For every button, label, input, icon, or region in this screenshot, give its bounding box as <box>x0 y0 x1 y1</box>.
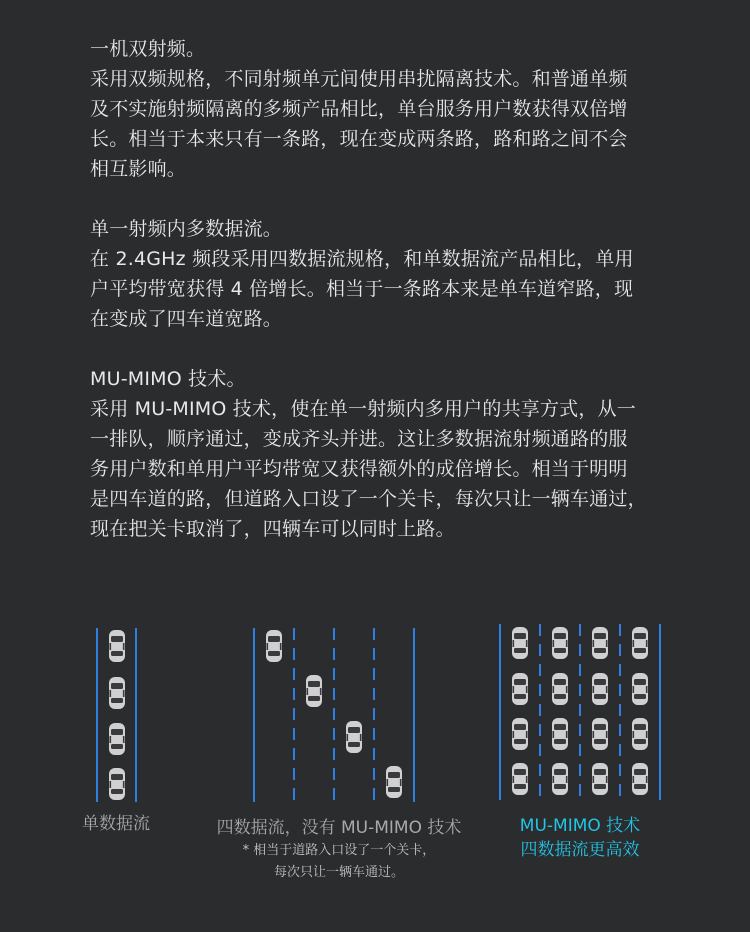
section-title: 单一射频内多数据流。 <box>90 218 283 240</box>
four-stream-note-line1: * 相当于道路入口设了一个关卡， <box>242 843 436 858</box>
single-stream-caption: 单数据流 <box>82 814 150 834</box>
car-row <box>512 627 648 659</box>
four-stream-note-line2: 每次只让一辆车通过。 <box>273 865 404 880</box>
car-icon <box>512 718 528 750</box>
car-icon <box>346 721 362 753</box>
paragraph-line: 务用户数和单用户平均带宽又获得额外的成倍增长。相当于明明 <box>90 458 628 480</box>
car-icon <box>266 630 282 662</box>
paragraph-line: 户平均带宽获得 4 倍增长。相当于一条路本来是单车道窄路，现 <box>90 278 634 300</box>
paragraph-line: 长。相当于本来只有一条路，现在变成两条路，路和路之间不会 <box>90 128 628 150</box>
section-multi-stream <box>90 214 690 334</box>
car-icon <box>386 766 402 798</box>
car-icon <box>109 723 125 755</box>
car-icon <box>632 673 648 705</box>
paragraph-line: 一排队，顺序通过，变成齐头并进。这让多数据流射频通路的服 <box>90 428 628 450</box>
paragraph-line: 相互影响。 <box>90 158 187 180</box>
section-title: MU-MIMO 技术。 <box>90 368 246 390</box>
car-icon <box>306 675 322 707</box>
paragraph-line: 及不实施射频隔离的多频产品相比，单台服务用户数获得双倍增 <box>90 98 628 120</box>
mu-mimo-caption-block <box>490 814 670 862</box>
single-stream-road <box>97 628 136 802</box>
mu-mimo-road <box>500 624 660 800</box>
four-stream-caption: 四数据流，没有 MU-MIMO 技术 <box>216 818 462 838</box>
section-mu-mimo <box>90 364 690 544</box>
car-icon <box>632 718 648 750</box>
car-icon <box>592 673 608 705</box>
car-row <box>512 763 648 795</box>
car-icon <box>552 627 568 659</box>
paragraph-line: 采用双频规格，不同射频单元间使用串扰隔离技术。和普通单频 <box>90 68 628 90</box>
paragraph-line: 现在把关卡取消了，四辆车可以同时上路。 <box>90 518 455 540</box>
section-title: 一机双射频。 <box>90 38 206 60</box>
four-stream-road <box>254 628 414 802</box>
car-row <box>512 673 648 705</box>
mu-mimo-caption-line2: 四数据流更高效 <box>520 840 640 860</box>
car-icon <box>632 763 648 795</box>
four-stream-caption-block <box>204 816 474 884</box>
car-icon <box>512 763 528 795</box>
car-icon <box>109 630 125 662</box>
car-icon <box>109 768 125 800</box>
paragraph-line: 采用 MU-MIMO 技术，使在单一射频内多用户的共享方式，从一 <box>90 398 636 420</box>
paragraph-line: 是四车道的路，但道路入口设了一个关卡，每次只让一辆车通过， <box>90 488 647 510</box>
car-icon <box>552 763 568 795</box>
car-icon <box>552 673 568 705</box>
car-row <box>512 718 648 750</box>
car-icon <box>592 763 608 795</box>
mu-mimo-caption-line1: MU-MIMO 技术 <box>519 816 641 836</box>
car-icon <box>109 677 125 709</box>
car-icon <box>552 718 568 750</box>
car-icon <box>632 627 648 659</box>
car-icon <box>512 673 528 705</box>
paragraph-line: 在变成了四车道宽路。 <box>90 308 283 330</box>
car-icon <box>592 627 608 659</box>
car-icon <box>512 627 528 659</box>
section-dual-radio <box>90 34 690 184</box>
car-icon <box>592 718 608 750</box>
paragraph-line: 在 2.4GHz 频段采用四数据流规格，和单数据流产品相比，单用 <box>90 248 634 270</box>
